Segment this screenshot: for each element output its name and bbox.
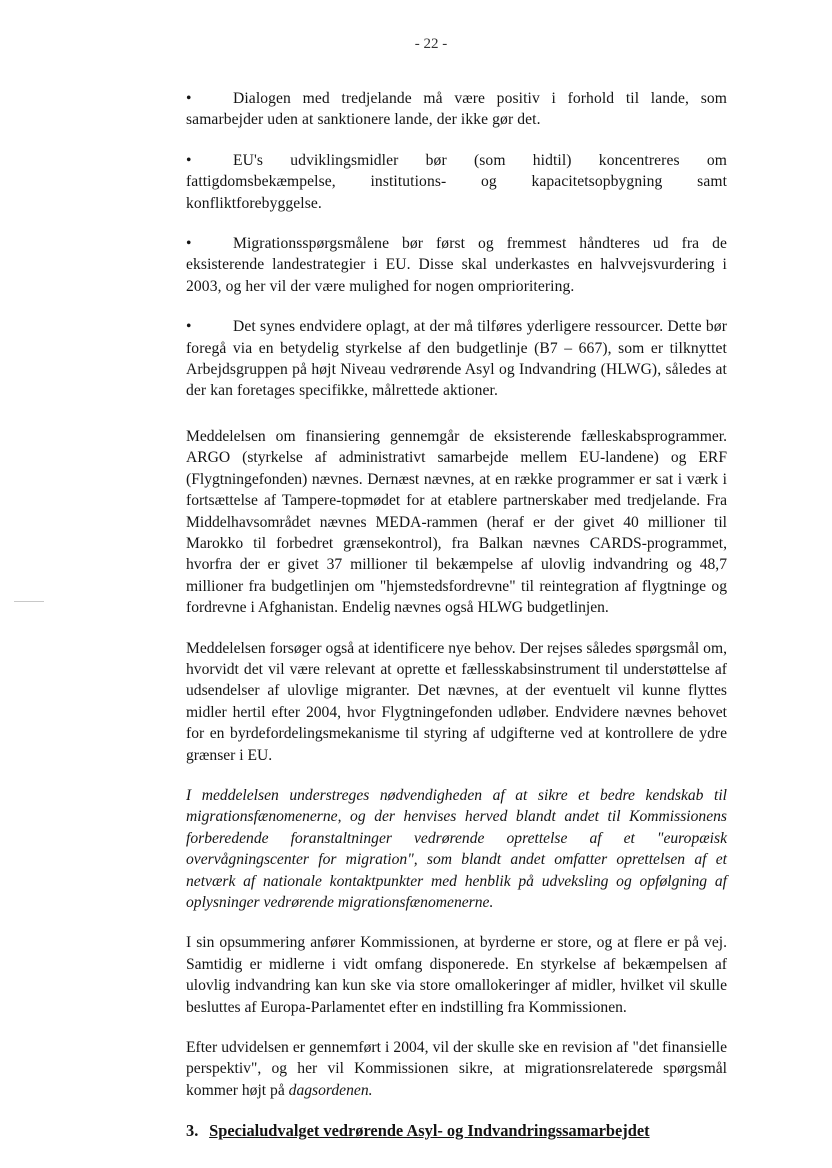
bullet-item bbox=[186, 233, 727, 297]
bullet-symbol: • bbox=[186, 90, 192, 107]
bullet-symbol: • bbox=[186, 235, 192, 253]
bullet-item bbox=[186, 316, 727, 402]
bullet-text: Det synes endvidere oplagt, at der må tilføres yderligere ressourcer. Dette bør foregå via en betydelig styrkelse af den budgetlinje (B7 – 667), som er tilknyttet Arbejdsgruppen på højt Niveau vedrørende Asyl og Indvandring (HLWG), således at der kan foretages specifikke, målrettede aktioner. bbox=[186, 318, 727, 400]
paragraph-enlargement-emphasis: dagsordenen. bbox=[288, 1081, 373, 1099]
bullet-item bbox=[186, 150, 727, 214]
bullet-symbol: • bbox=[186, 151, 192, 169]
bullet-item bbox=[186, 88, 727, 131]
paragraph-migration-knowledge: I meddelelsen understreges nødvendigheden af at sikre et bedre kendskab til migrationsfænomenerne, og der henvises herved blandt andet til Kommissionens forberedende foranstaltninger vedrørende oprettelse af et "europæisk overvågningscenter for migration", som blandt andet omfatter oprettelsen af et netværk af nationale kontaktpunkter med henblik på udveksling og opfølgning af oplysninger vedrørende migrationsfænomenerne. bbox=[186, 786, 727, 911]
paragraph-enlargement-text: Efter udvidelsen er gennemført i 2004, vil der skulle ske en revision af "det finansielle perspektiv", og her vil Kommissionen sikre, at migrationsrelaterede spørgsmål kommer højt på bbox=[186, 1039, 727, 1099]
paragraph-new-needs: Meddelelsen forsøger også at identificere nye behov. Der rejses således spørgsmål om, hvorvidt det vil være relevant at oprette et fællesskabsinstrument til understøttelse af udsendelser af ulovlige migranter. Det nævnes, at der eventuelt vil kunne flyttes midler hertil efter 2004, hvor Flygtningefonden udløber. Endvidere nævnes behovet for en byrdefordelingsmekanisme til styring af udgifterne ved at kontrollere de ydre grænser i EU. bbox=[186, 639, 727, 764]
section-title: Specialudvalget vedrørende Asyl- og Indvandringssamarbejdet bbox=[209, 1121, 650, 1141]
page-number: - 22 - bbox=[414, 36, 448, 52]
paragraph-summary: I sin opsummering anfører Kommissionen, at byrderne er store, og at flere er på vej. Samtidig er midlerne i vidt omfang disponerede. En styrkelse af bekæmpelsen af ulovlig indvandring kan kun ske via store omallokeringer af midler, hvilket vil skulle besluttes af Europa-Parlamentet efter en indstilling fra Kommissionen. bbox=[186, 934, 727, 1016]
bullet-text: Migrationsspørgsmålene bør først og fremmest håndteres ud fra de eksisterende landestrategier i EU. Disse skal underkastes en halvvejsvurdering i 2003, og her vil der være mulighed for nogen omprioritering. bbox=[186, 235, 727, 295]
bullet-text: Dialogen med tredjelande må være positiv i forhold til lande, som samarbejder uden at sanktionere lande, der ikke gør det. bbox=[186, 90, 727, 129]
paragraph-financing: Meddelelsen om finansiering gennemgår de eksisterende fælleskabsprogrammer. ARGO (styrkelse af administrativt samarbejde mellem EU-landene) og ERF (Flygtningefonden) nævnes. Dernæst nævnes, at en række programmer er sat i værk i fortsættelse af Tampere-topmødet for at etablere partnerskaber med tredjelande. Fra Middelhavsområdet nævnes MEDA-rammen (heraf er der givet 40 millioner til Marokko til forbedret grænsekontrol), fra Balkan nævnes CARDS-programmet, hvorfra der er givet 37 millioner til bekæmpelse af ulovlig indvandring og 48,7 millioner fra budgetlinjen om "hjemstedsfordrevne" til reintegration af flygtninge og fordrevne i Afghanistan. Endelig nævnes også HLWG budgetlinjen. bbox=[186, 427, 727, 617]
bullet-text: EU's udviklingsmidler bør (som hidtil) koncentreres om fattigdomsbekæmpelse, institutions- og kapacitetsopbygning samt konfliktforebyggelse. bbox=[186, 151, 727, 212]
section-heading bbox=[186, 1120, 727, 1141]
section-number: 3. bbox=[186, 1121, 199, 1141]
margin-scan-mark bbox=[14, 601, 44, 602]
document-body bbox=[186, 88, 727, 1142]
paragraph-enlargement bbox=[186, 1037, 727, 1101]
bullet-symbol: • bbox=[186, 318, 192, 336]
